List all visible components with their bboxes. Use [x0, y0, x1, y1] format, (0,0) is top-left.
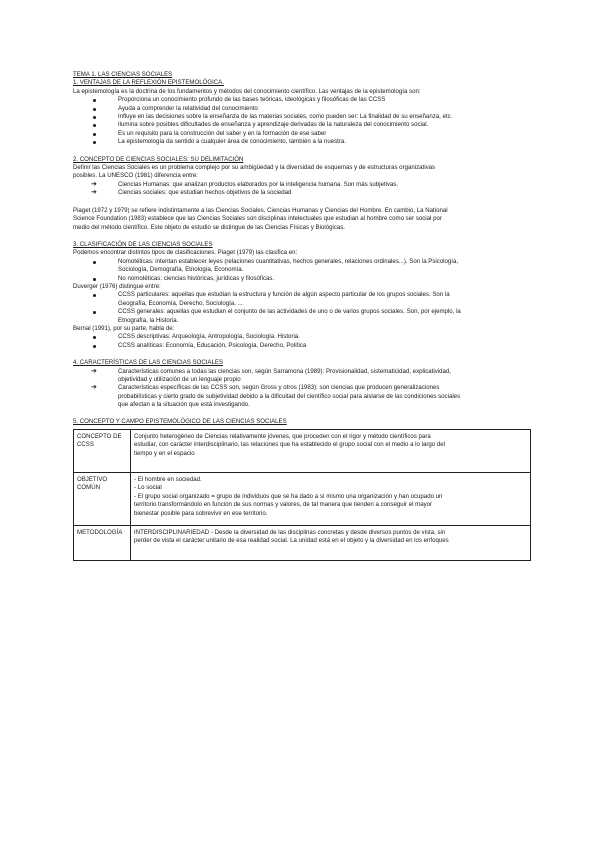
section-4-list — [73, 368, 531, 410]
document-page — [73, 71, 531, 561]
table-row — [74, 526, 531, 561]
section-2-heading: 2. CONCEPTO DE CIENCIAS SOCIALES: SU DELIMITACIÓN — [73, 155, 244, 163]
arrow-icon: ➔ — [91, 180, 97, 188]
list-item: ➔ Características comunes a todas las ciencias son, según Sarramona (1989): Provisionalidad, sistematicidad, explicatividad, objetividad y utilización de un lenguaje propio — [91, 367, 451, 383]
piaget-list — [73, 258, 531, 283]
duverger-list — [73, 291, 531, 325]
list-item: ➔ Características específicas de las CCSS son, según Gross y otros (1983): son ciencias que producen generalizaciones probabilísticas y cierto grado de subjetividad debido a la dificultad del científico social para aislarse de las condiciones sociales que afectan a la situación que está investigando. — [91, 384, 461, 409]
list-item: ➔ Ciencias sociales: que estudian hechos objetivos de la sociedad — [91, 189, 292, 197]
section-2-list — [73, 181, 531, 198]
list-item: Ayuda a comprender la relatividad del conocimiento — [73, 105, 531, 113]
section-3-intro: Podemos encontrar distintos tipos de clasificaciones. Piaget (1979) las clasifica en: — [73, 249, 298, 257]
section-5-heading: 5. CONCEPTO Y CAMPO EPISTEMOLÓGICO DE LAS CIENCIAS SOCIALES — [73, 417, 287, 425]
section-2-paragraph-line: medio del método científico. Este objeto de estudio se distingue de las Ciencias Físicas y Biológicas. — [73, 223, 345, 231]
list-item: CCSS generales: aquellas que estudian el conjunto de las actividades de uno o de varios grupos sociales. Son, por ejemplo, la Etnografía, la Historia. — [73, 308, 531, 325]
list-item: Ilumina sobre posibles dificultades de enseñanza y aprendizaje derivadas de la naturaleza del conocimiento social. — [73, 121, 531, 129]
list-item: CCSS analíticas: Economía, Educación, Psicología, Derecho, Política — [73, 342, 531, 350]
list-item: Influye en las decisiones sobre la enseñanza de las materias sociales, como pueden ser: La finalidad de su enseñanza, etc. — [73, 113, 531, 121]
section-2-intro-line: Definir las Ciencias Sociales es un problema complejo por su ambigüedad y la diversidad de esquemas y de estructuras organizativas — [73, 164, 436, 172]
list-item: Nomotéticas: intentan establecer leyes (relaciones cuantitativas, hechos generales, relaciones ordinales...). Son la Psicología, Sociología, Demografía, Etnología, Economía. — [73, 258, 531, 275]
list-item: CCSS particulares: aquellas que estudian la estructura y función de algún aspecto particular de los grupos sociales. Son la Geografía, Economía, Derecho, Sociología, ... — [73, 291, 531, 308]
list-item: ➔ Ciencias Humanas: que analizan productos elaborados por la inteligencia humana. Son más subjetivas. — [91, 180, 399, 188]
table-value-cell: - El hombre en sociedad. - Lo social - El grupo social organizado = grupo de individuos que se ha dado a sí mismo una organización y han ocupado un territorio transformándolo en función de sus normas y valores, de tal manera que tienden a conseguir el mayor bienestar posible para sobrevivir en ese territorio. — [131, 473, 531, 526]
section-3-heading: 3. CLASIFICACIÓN DE LAS CIENCIAS SOCIALES — [73, 240, 213, 248]
section-2-paragraph-line: Science Foundation (1983) establece que las Ciencias Sociales son disciplinas intelectuales que estudian al hombre como ser social por — [73, 215, 442, 223]
table-row — [74, 473, 531, 526]
section-2-paragraph-line: Piaget (1972 y 1979) se refiere indistintamente a las Ciencias Sociales, Ciencias Humanas y Ciencias del Hombre. En cambio, La National — [73, 206, 448, 214]
section-1-heading: 1. VENTAJAS DE LA REFLEXIÓN EPISTEMOLÓGICA. — [73, 79, 224, 87]
table-row — [74, 430, 531, 473]
document-title: TEMA 1. LAS CIENCIAS SOCIALES — [73, 71, 173, 78]
table-value-cell: INTERDISCIPLINARIEDAD - Desde la diversidad de las disciplinas concretas y desde diversos puntos de vista, sin perder de vista el carácter unitario de esa realidad social. La unidad está en el objeto y la diversidad en los enfoques — [131, 526, 531, 561]
arrow-icon: ➔ — [91, 189, 97, 197]
table-key-cell: CONCEPTO DE CCSS — [74, 430, 131, 473]
list-item: No nomotéticas: ciencias históricas, jurídicas y filosóficas. — [73, 275, 531, 283]
section-1-intro: La epistemología es la doctrina de los fundamentos y métodos del conocimiento científico. Las ventajas de la epistemología son: — [73, 87, 421, 95]
epistemology-table — [73, 429, 531, 561]
list-item: Es un requisito para la construcción del saber y en la formación de ese saber — [73, 130, 531, 138]
section-1-list — [73, 96, 531, 146]
table-key-cell: METODOLOGÍA — [74, 526, 131, 561]
list-item: La epistemología da sentido a cualquier área de conocimiento, también a la nuestra. — [73, 138, 531, 146]
list-item: CCSS descriptivas: Arqueología, Antropología, Sociología. Historia. — [73, 333, 531, 341]
bernal-list — [73, 333, 531, 350]
arrow-icon: ➔ — [91, 384, 97, 392]
arrow-icon: ➔ — [91, 367, 97, 375]
section-2-intro-line: posibles. La UNESCO (1981) diferencia entre: — [73, 172, 198, 180]
list-item: Proporciona un conocimiento profundo de las bases teóricas, ideológicas y filosóficas de las CCSS — [73, 96, 531, 104]
bernal-intro: Bernal (1991), por su parte, habla de: — [73, 324, 175, 332]
table-key-cell: OBJETIVO COMÚN — [74, 473, 131, 526]
section-4-heading: 4. CARACTERÍSTICAS DE LAS CIENCIAS SOCIALES — [73, 359, 224, 367]
duverger-intro: Duverger (1976) distingue entre: — [73, 282, 161, 290]
table-value-cell: Conjunto heterogéneo de Ciencias relativamente jóvenes, que proceden con el rigor y método científicos para estudiar, con carácter interdisciplinario, las relaciones que ha establecido el grupo social con el medio a lo largo del tiempo y en el espacio — [131, 430, 531, 473]
